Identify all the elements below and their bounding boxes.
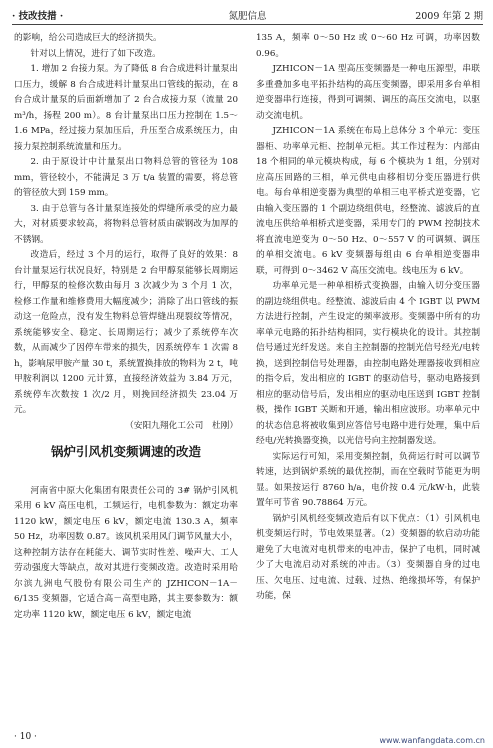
article-2-title: 锅炉引风机变频调速的改造 [50, 444, 201, 459]
article-1-signature: （安阳九翔化工公司 杜刚） [125, 420, 238, 431]
paragraph: 实际运行可知，采用变频控制，负荷运行时可以调节转速，达到锅炉系统的最优控制，而在空载时节能更为明显。如果按运行 8760 h/a，电价按 0.4 元/kW·h，此装置年可节省 90.78864 万元。 [256, 451, 480, 508]
running-header [12, 8, 483, 24]
article-1-body [14, 31, 238, 419]
left-column [14, 31, 238, 623]
paragraph: JZHICON－1A 系统在布局上总体分 3 个单元：变压器柜、功率单元柜、控制单元柜。其工作过程为：内部由 18 个相同的单元模块构成，每 6 个模块为 1 组，分别对应高压回路的三相，单元供电由移相切分变压器进行供电。每台单相逆变器为典型的单相三电平桥式逆变器，它由输入变压器的 1 个副边绕组供电，经整流、滤波后的直流电压供给单相桥式逆变器，采用专门的 PWM 控制技术将直流电逆变为 0～50 Hz、0～557 V 的可调频、调压的单相交流电。6 kV 变频器每组由 6 台单相逆变器串联，可得到 0～3462 V 高压交流电。线电压为 6 kV。 [256, 126, 480, 276]
page-number: · 10 · [14, 732, 37, 742]
right-column [256, 31, 480, 605]
paragraph: 功率单元是一种单相桥式变换器，由输入切分变压器的副边绕组供电。经整流、滤波后由 4 个 IGBT 以 PWM 方法进行控制，产生设定的频率波形。变频器中所有的功率单元电路的拓扑结构相同，实行模块化的设计。其控制信号通过光纤发送。来自主控制器的控制光信号经光/电转换，送到控制信号处理器，由控制电路处理器接收到相应的指令后，发出相应的 IGBT 的驱动信号，驱动电路接到相应的驱动信号后，发出相应的驱动电压送到 IGBT 控制极，操作 IGBT 关断和开通，输出相应波形。功率单元中的状态信息将被收集到应答信号电路中进行处理，集中后经电/光转换器变换，以光信号向主控制器发送。 [256, 281, 480, 446]
paragraph: 2. 由于原设计中计量泵出口物料总管的管径为 108 mm，管径较小，不能满足 3 万 t/a 装置的需要，将总管的管径放大到 159 mm。 [14, 157, 238, 198]
paragraph: 河南省中原大化集团有限责任公司的 3# 锅炉引风机采用 6 kV 高压电机，工频运行，电机参数为：额定功率 1120 kW，额定电压 6 kV，额定电流 130.3 A，频率 50 Hz，功率因数 0.87。该风机采用风门调节风量大小，这种控制方法存在耗能大、调节实时性差、噪声大、工人劳动强度大等缺点，故对其进行变频改造。改造时采用哈尔滨九洲电气股份有限公司生产的 JZHICON－1A－6/135 变频器，它适合高－高型电路，其主要参数为：额定功率 1120 kW，额定电压 6 kV，额定电流 [14, 485, 238, 620]
paragraph: 针对以上情况，进行了如下改造。 [30, 48, 161, 59]
paragraph: 的影响，给公司造成巨大的经济损失。 [14, 33, 162, 43]
paragraph: 1. 增加 2 台接力泵。为了降低 8 台合成进料计量泵出口压力，缓解 8 台合成进料计量泵出口管线的振动，在 8 台合成计量泵的后面新增加了 2 台合成接力泵（流量 20 m³/h，扬程 200 m）。8 台计量泵出口压力控制在 1.5～1.6 MPa，经过接力泵加压后，升压至合成系统压力，由接力泵控制系统流量和压力。 [14, 64, 238, 152]
header-journal: 氮肥信息 [228, 11, 267, 22]
paragraph: JZHICON－1A 型高压变频器是一种电压源型，串联多重叠加多电平拓扑结构的高压变频器，即采用多台单相逆变器串行连接，得到可调频、调压的高压交流电，以驱动交流电机。 [256, 64, 480, 121]
paragraph: 135 A，频率 0～50 Hz 或 0～60 Hz 可调，功率因数 0.96。 [256, 33, 480, 59]
article-2-body-continued [256, 31, 480, 605]
header-rule [12, 24, 483, 25]
paragraph: 锅炉引风机经变频改造后有以下优点：（1）引风机电机变频运行时，节电效果显著。（2）变频器的软启动功能避免了大电流对电机带来的电冲击，保护了电机，同时减少了大电流启动对系统的冲击。（3）变频器自身的过电压、欠电压、过电流、过载、过热、绝缘损坏等，有保护功能，保 [256, 513, 480, 601]
paragraph: 改造后，经过 3 个月的运行，取得了良好的效果：8 台计量泵运行状况良好，特别是 2 台甲醇泵能够长周期运行，甲醇泵的检修次数由每月 3 次减少为 3 个月 1 次，检修工作量和维修费用大幅度减少；消除了出口管线的振动这一危险点，没有发生物料总管焊缝出现裂纹等情况，系统能够安全、稳定、长周期运行；减少了系统停车次数，从而减少了因停车带来的损失，因系统停车 1 次需 8 h，影响尿甲胺产量 30 t，系统置换排放的物料为 2 t，吨甲胺利润以 1200 元计算，直接经济效益为 3.84 万元，系统停车次数按 1 次/2 月，则挽回经济损失 23.04 万元。 [14, 250, 238, 415]
header-issue: 2009 年第 2 期 [415, 11, 483, 22]
paragraph: 3. 由于总管与各计量泵连接处的焊缝所承受的应力最大，对材质要求较高，将物料总管材质由碳钢改为加厚的不锈钢。 [14, 203, 238, 245]
article-2-body-start [14, 484, 238, 624]
header-section: · 技改技措 · [12, 11, 64, 22]
watermark: www.wanfangdata.com.cn [379, 736, 485, 745]
